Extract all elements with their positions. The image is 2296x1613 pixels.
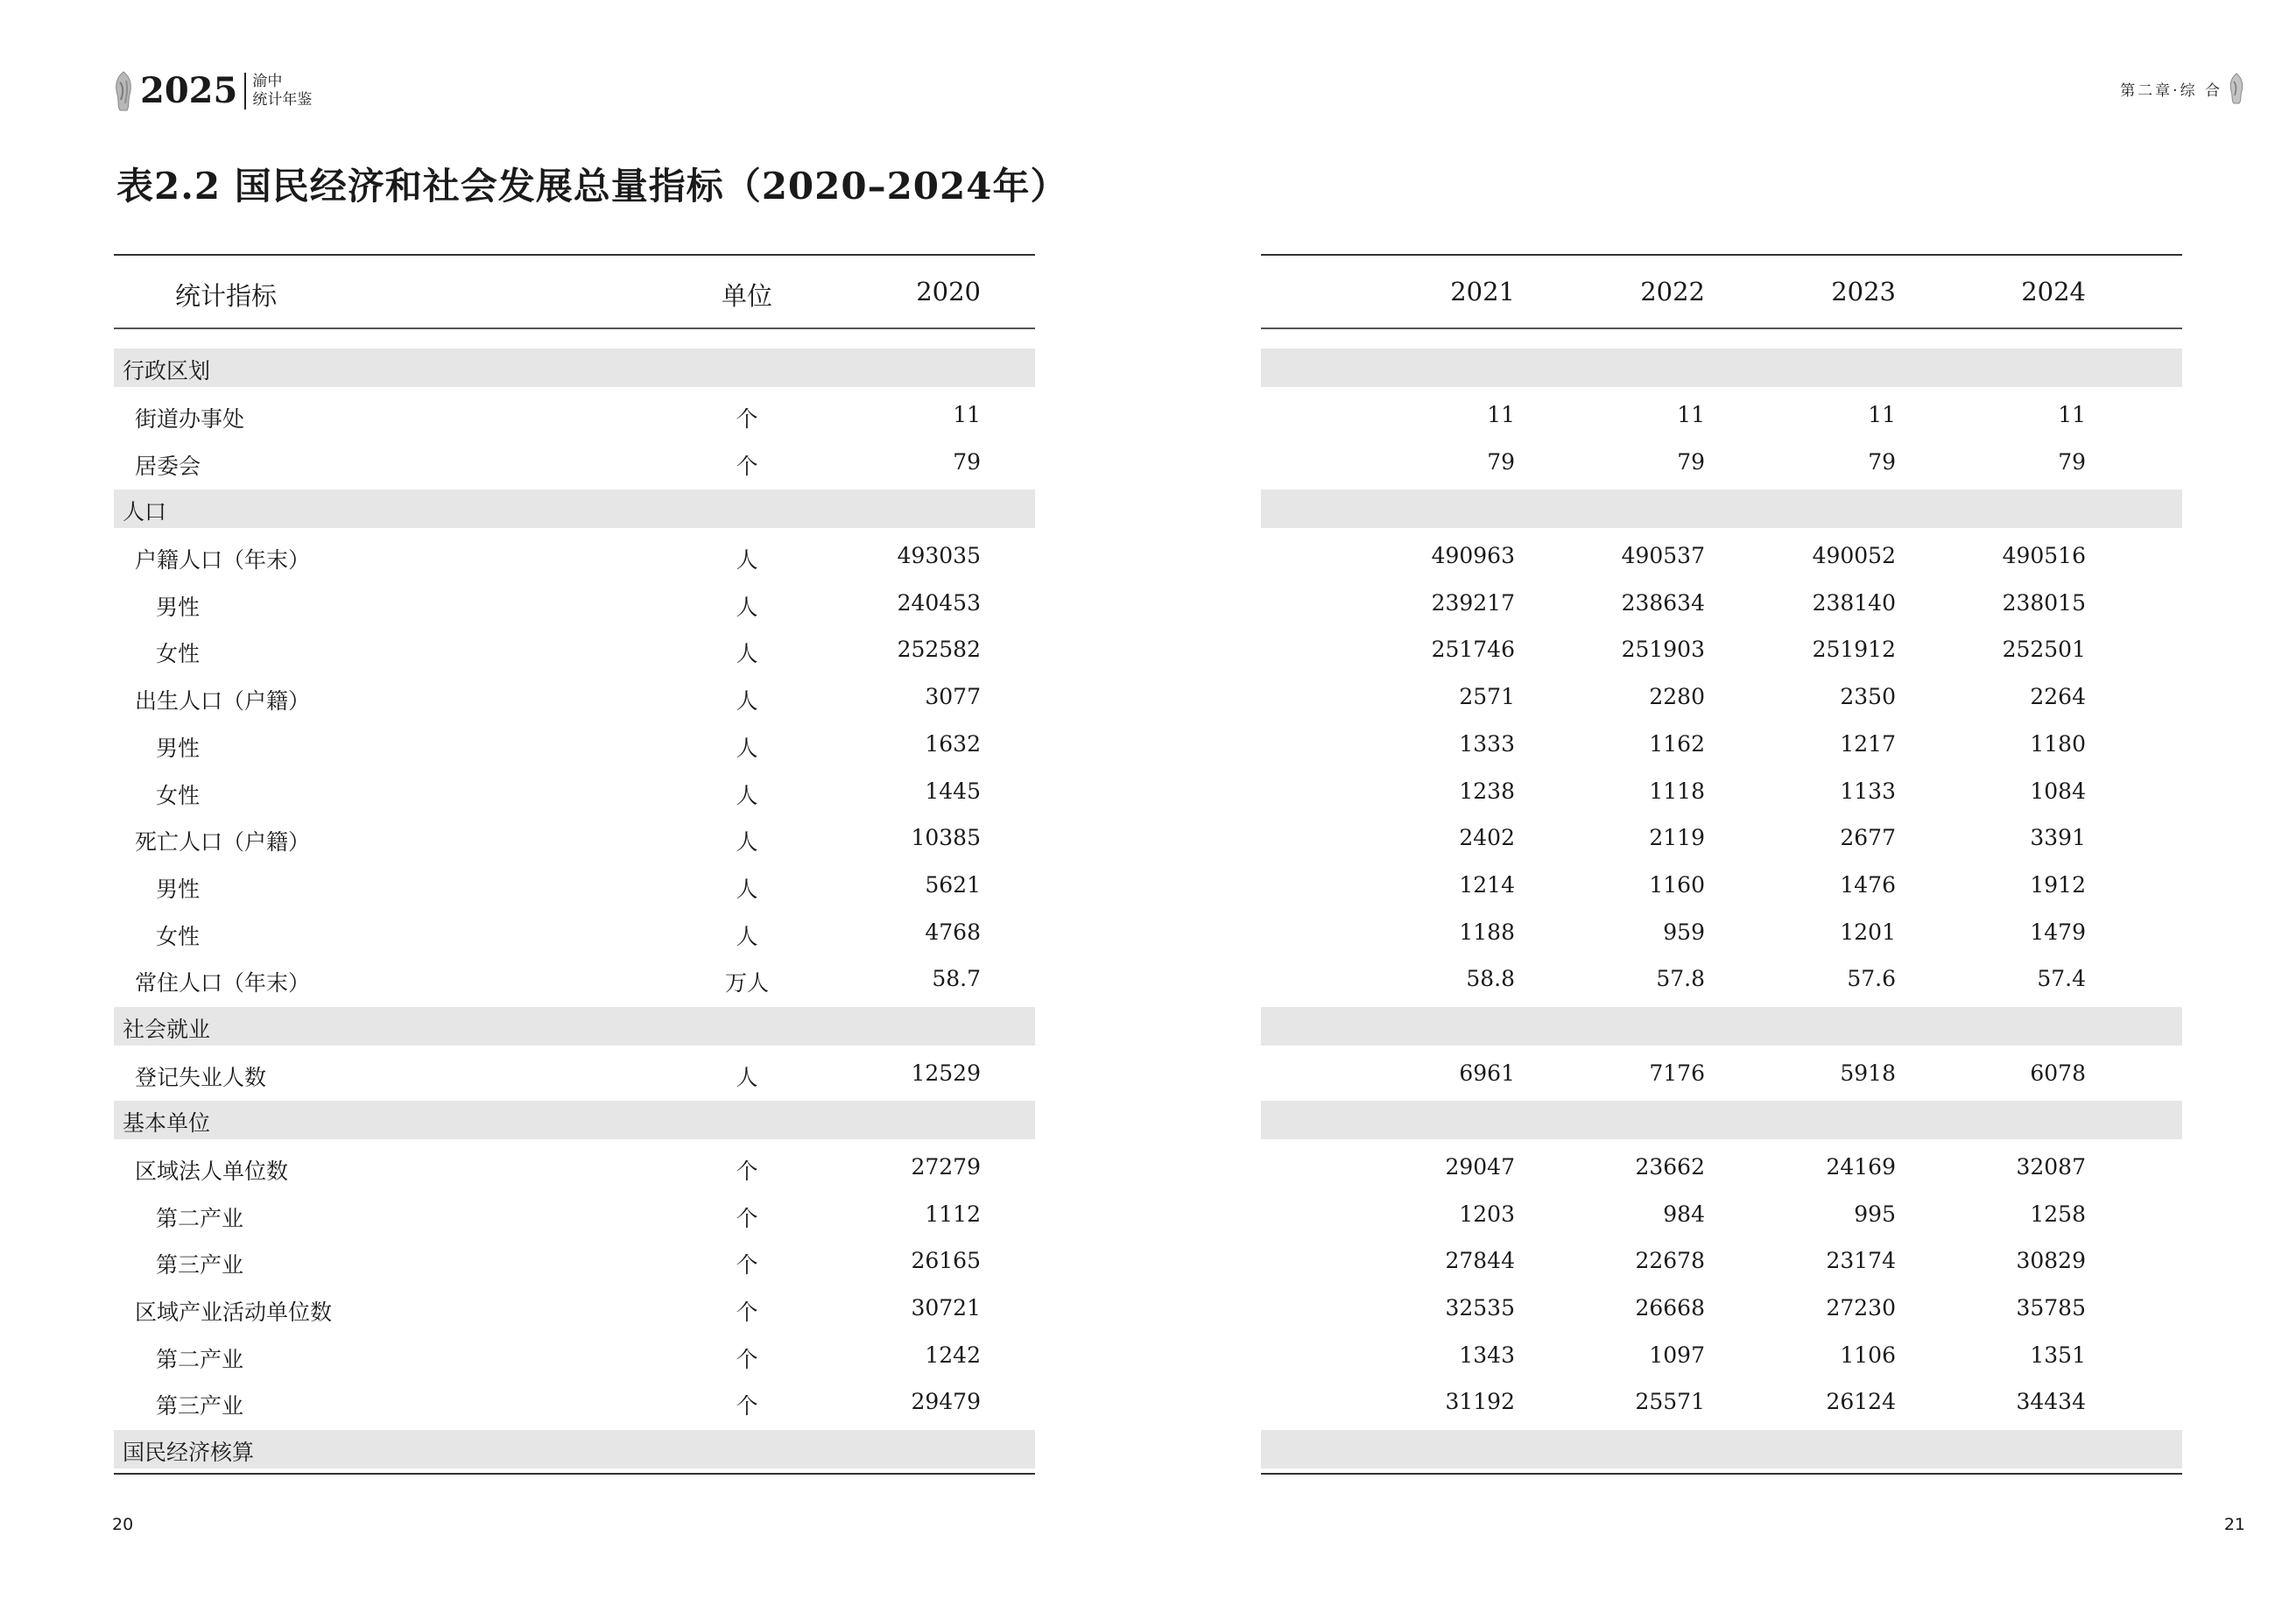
chapter-heading	[2120, 72, 2245, 105]
emblem-icon	[112, 70, 135, 112]
unit-cell: 个	[736, 1205, 758, 1231]
section-row	[1261, 1430, 2182, 1469]
table-row	[1261, 909, 2182, 956]
value-2021: 6961	[1459, 1060, 1515, 1086]
table-row	[1261, 626, 2182, 673]
value-2024: 11	[2058, 402, 2086, 428]
table-header-row	[114, 256, 1035, 328]
value-2021: 1188	[1459, 919, 1515, 945]
value-2023: 1201	[1840, 919, 1896, 945]
section-label: 人口	[123, 499, 167, 525]
table-row	[114, 1285, 1035, 1332]
table-row	[114, 955, 1035, 1003]
section-row	[114, 349, 1035, 387]
table-right-page	[1261, 254, 2182, 1475]
unit-cell: 个	[736, 1393, 758, 1419]
value-2024: 238015	[2002, 589, 2086, 616]
unit-cell: 个	[736, 1346, 758, 1372]
table-row	[114, 626, 1035, 673]
value-2023: 2677	[1840, 825, 1896, 851]
unit-cell: 人	[736, 735, 758, 761]
table-row	[114, 909, 1035, 956]
value-2023: 79	[1868, 448, 1896, 475]
value-2021: 27844	[1445, 1248, 1515, 1274]
emblem-icon	[2228, 72, 2245, 105]
unit-cell: 人	[736, 594, 758, 620]
value-2024: 1258	[2030, 1201, 2086, 1227]
value-2021: 1214	[1459, 871, 1515, 898]
yearbook-logo	[112, 67, 312, 116]
value-2024: 3391	[2030, 825, 2086, 851]
value-2021: 1238	[1459, 778, 1515, 804]
value-2023: 57.6	[1847, 966, 1896, 992]
value-2022: 7176	[1649, 1060, 1705, 1086]
value-2020: 4768	[925, 919, 981, 945]
indicator-label: 常住人口（年末）	[135, 970, 311, 997]
value-2021: 31192	[1445, 1389, 1515, 1415]
section-row	[114, 490, 1035, 528]
unit-cell: 万人	[724, 970, 769, 997]
value-2020: 27279	[911, 1153, 981, 1180]
yearbook-subtitle-line1: 渝中	[252, 73, 283, 90]
indicator-label: 户籍人口（年末）	[135, 547, 311, 574]
unit-cell: 人	[736, 782, 758, 808]
value-2023: 27230	[1826, 1294, 1896, 1321]
table-row	[1261, 1050, 2182, 1097]
value-2020: 1112	[925, 1201, 981, 1227]
value-2022: 490537	[1621, 543, 1705, 569]
unit-cell: 个	[736, 1299, 758, 1325]
value-2023: 995	[1854, 1201, 1896, 1227]
table-row	[1261, 673, 2182, 721]
value-2021: 2402	[1459, 825, 1515, 851]
table-row	[1261, 1285, 2182, 1332]
section-label: 基本单位	[123, 1110, 211, 1137]
value-2022: 1118	[1649, 778, 1705, 804]
value-2020: 5621	[925, 871, 981, 898]
unit-cell: 个	[736, 1158, 758, 1184]
table-row	[114, 862, 1035, 909]
value-2024: 252501	[2002, 637, 2086, 663]
value-2024: 2264	[2030, 684, 2086, 710]
col-header-2023: 2023	[1831, 277, 1896, 306]
value-2020: 29479	[911, 1389, 981, 1415]
value-2022: 22678	[1635, 1248, 1705, 1274]
table-row	[1261, 1144, 2182, 1191]
value-2022: 25571	[1635, 1389, 1705, 1415]
section-row	[114, 1007, 1035, 1046]
page-number-right: 21	[2223, 1515, 2245, 1534]
table-row	[114, 768, 1035, 815]
value-2021: 1203	[1459, 1201, 1515, 1227]
table-row	[114, 1191, 1035, 1238]
value-2024: 35785	[2016, 1294, 2086, 1321]
section-label: 国民经济核算	[123, 1439, 255, 1465]
chapter-label: 第二章·综 合	[2120, 81, 2222, 100]
value-2020: 10385	[911, 825, 981, 851]
value-2023: 1217	[1840, 730, 1896, 757]
page-number-left: 20	[112, 1515, 134, 1534]
indicator-label: 死亡人口（户籍）	[135, 829, 311, 856]
value-2020: 1632	[925, 730, 981, 757]
indicator-label: 男性	[156, 876, 201, 902]
value-2022: 1097	[1649, 1342, 1705, 1368]
col-header-2024: 2024	[2021, 277, 2086, 306]
value-2022: 959	[1663, 919, 1705, 945]
value-2024: 1351	[2030, 1342, 2086, 1368]
value-2024: 1479	[2030, 919, 2086, 945]
value-2022: 79	[1677, 448, 1705, 475]
value-2020: 240453	[897, 589, 981, 616]
value-2021: 1343	[1459, 1342, 1515, 1368]
value-2023: 490052	[1812, 543, 1896, 569]
unit-cell: 人	[736, 641, 758, 667]
value-2022: 251903	[1621, 637, 1705, 663]
value-2023: 238140	[1812, 589, 1896, 616]
table-bottom-rule	[1261, 1473, 2182, 1475]
table-row	[114, 1332, 1035, 1379]
indicator-label: 第二产业	[156, 1346, 244, 1372]
table-header-row	[1261, 256, 2182, 328]
value-2021: 490963	[1431, 543, 1515, 569]
table-row	[1261, 1237, 2182, 1285]
unit-cell: 人	[736, 1064, 758, 1090]
table-row	[114, 721, 1035, 768]
value-2022: 2280	[1649, 684, 1705, 710]
value-2023: 1133	[1840, 778, 1896, 804]
logo-divider	[244, 73, 246, 109]
value-2023: 2350	[1840, 684, 1896, 710]
indicator-label: 第三产业	[156, 1393, 244, 1419]
section-row	[1261, 1101, 2182, 1139]
value-2022: 26668	[1635, 1294, 1705, 1321]
value-2021: 251746	[1431, 637, 1515, 663]
value-2022: 238634	[1621, 589, 1705, 616]
value-2021: 239217	[1431, 589, 1515, 616]
value-2024: 1180	[2030, 730, 2086, 757]
table-row	[114, 580, 1035, 627]
table-row	[114, 673, 1035, 721]
section-row	[1261, 1007, 2182, 1046]
indicator-label: 居委会	[135, 453, 201, 479]
value-2020: 12529	[911, 1060, 981, 1086]
value-2024: 34434	[2016, 1389, 2086, 1415]
col-header-indicator: 统计指标	[175, 281, 278, 311]
table-row	[114, 1144, 1035, 1191]
yearbook-subtitle-line2: 统计年鉴	[252, 91, 313, 109]
value-2022: 11	[1677, 402, 1705, 428]
table-row	[1261, 721, 2182, 768]
value-2021: 1333	[1459, 730, 1515, 757]
table-bottom-rule	[114, 1473, 1035, 1475]
value-2022: 57.8	[1656, 966, 1705, 992]
value-2020: 30721	[911, 1294, 981, 1321]
value-2023: 1476	[1840, 871, 1896, 898]
table-row	[114, 439, 1035, 486]
col-header-2022: 2022	[1640, 277, 1705, 306]
indicator-label: 街道办事处	[135, 406, 245, 433]
value-2020: 11	[953, 402, 981, 428]
col-header-unit: 单位	[721, 281, 772, 311]
value-2022: 2119	[1649, 825, 1705, 851]
value-2023: 24169	[1826, 1153, 1896, 1180]
value-2021: 29047	[1445, 1153, 1515, 1180]
yearbook-year: 2025	[140, 70, 238, 111]
table-row	[1261, 532, 2182, 580]
unit-cell: 人	[736, 829, 758, 856]
value-2020: 3077	[925, 684, 981, 710]
col-header-2021: 2021	[1450, 277, 1515, 306]
table-body-right	[1261, 349, 2182, 1468]
value-2024: 6078	[2030, 1060, 2086, 1086]
section-row	[1261, 490, 2182, 528]
table-row	[1261, 391, 2182, 439]
table-row	[1261, 862, 2182, 909]
table-left-page	[114, 254, 1035, 1475]
table-row	[114, 1378, 1035, 1426]
indicator-label: 出生人口（户籍）	[135, 688, 311, 715]
table-row	[114, 1050, 1035, 1097]
value-2022: 1162	[1649, 730, 1705, 757]
value-2023: 251912	[1812, 637, 1896, 663]
value-2024: 1084	[2030, 778, 2086, 804]
value-2021: 11	[1487, 402, 1515, 428]
value-2023: 5918	[1840, 1060, 1896, 1086]
value-2024: 1912	[2030, 871, 2086, 898]
value-2021: 2571	[1459, 684, 1515, 710]
section-label: 行政区划	[123, 358, 211, 384]
indicator-label: 男性	[156, 735, 201, 761]
value-2023: 23174	[1826, 1248, 1896, 1274]
value-2022: 23662	[1635, 1153, 1705, 1180]
unit-cell: 个	[736, 453, 758, 479]
value-2020: 1445	[925, 778, 981, 804]
value-2024: 32087	[2016, 1153, 2086, 1180]
value-2024: 79	[2058, 448, 2086, 475]
value-2024: 30829	[2016, 1248, 2086, 1274]
table-row	[1261, 1378, 2182, 1426]
value-2023: 26124	[1826, 1389, 1896, 1415]
value-2020: 58.7	[932, 966, 981, 992]
table-row	[114, 814, 1035, 862]
indicator-label: 第三产业	[156, 1252, 244, 1278]
value-2020: 1242	[925, 1342, 981, 1368]
value-2021: 32535	[1445, 1294, 1515, 1321]
indicator-label: 女性	[156, 641, 201, 667]
unit-cell: 人	[736, 688, 758, 715]
table-body-left	[114, 349, 1035, 1468]
value-2024: 57.4	[2037, 966, 2086, 992]
table-row	[1261, 439, 2182, 486]
value-2024: 490516	[2002, 543, 2086, 569]
value-2022: 984	[1663, 1201, 1705, 1227]
unit-cell: 个	[736, 1252, 758, 1278]
unit-cell: 人	[736, 547, 758, 574]
table-row	[114, 1237, 1035, 1285]
indicator-label: 男性	[156, 594, 201, 620]
col-header-2020: 2020	[916, 277, 981, 306]
indicator-label: 区域产业活动单位数	[135, 1299, 333, 1325]
section-row	[114, 1430, 1035, 1469]
table-row	[114, 391, 1035, 439]
table-row	[1261, 580, 2182, 627]
table-row	[1261, 768, 2182, 815]
indicator-label: 第二产业	[156, 1205, 244, 1231]
value-2020: 252582	[897, 637, 981, 663]
section-label: 社会就业	[123, 1016, 211, 1042]
table-row	[1261, 814, 2182, 862]
indicator-label: 区域法人单位数	[135, 1158, 289, 1184]
indicator-label: 女性	[156, 782, 201, 808]
value-2023: 11	[1868, 402, 1896, 428]
indicator-label: 女性	[156, 923, 201, 949]
value-2020: 26165	[911, 1248, 981, 1274]
indicator-label: 登记失业人数	[135, 1064, 267, 1090]
value-2021: 79	[1487, 448, 1515, 475]
unit-cell: 人	[736, 923, 758, 949]
table-row	[1261, 1191, 2182, 1238]
section-row	[1261, 349, 2182, 387]
table-row	[1261, 955, 2182, 1003]
value-2020: 79	[953, 448, 981, 475]
unit-cell: 人	[736, 876, 758, 902]
value-2022: 1160	[1649, 871, 1705, 898]
value-2020: 493035	[897, 543, 981, 569]
section-row	[114, 1101, 1035, 1139]
table-row	[114, 532, 1035, 580]
value-2023: 1106	[1840, 1342, 1896, 1368]
yearbook-subtitle	[252, 73, 312, 109]
value-2021: 58.8	[1466, 966, 1515, 992]
unit-cell: 个	[736, 406, 758, 433]
table-title: 表2.2 国民经济和社会发展总量指标（2020–2024年）	[116, 165, 1068, 208]
table-row	[1261, 1332, 2182, 1379]
